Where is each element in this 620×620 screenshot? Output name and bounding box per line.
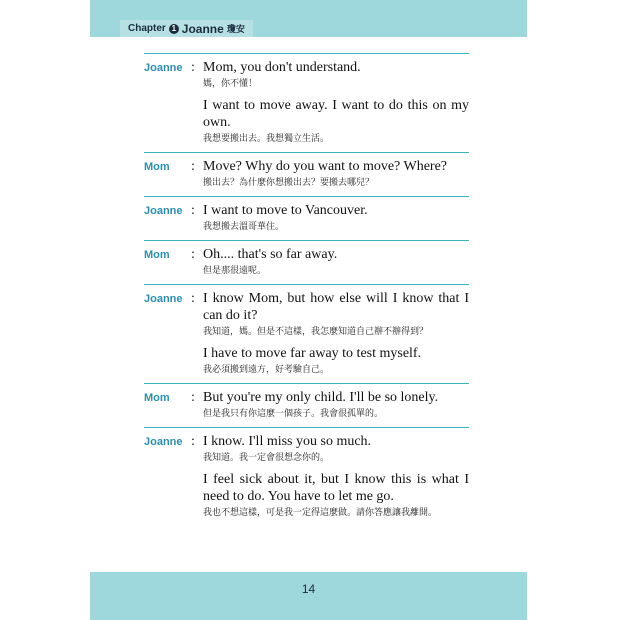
speaker-colon: :: [191, 159, 195, 174]
speaker-name: Joanne: [144, 205, 183, 217]
dialogue-row: [144, 158, 469, 190]
chapter-title: Joanne: [181, 21, 224, 36]
speaker-colon: :: [191, 60, 195, 75]
chinese-translation: 我想要搬出去。我想獨立生活。: [203, 134, 330, 144]
english-line: I know. I'll miss you so much.: [203, 434, 372, 449]
speech-lines: [203, 158, 469, 190]
chinese-translation: 我知道。我一定會很想念你的。: [203, 453, 330, 463]
english-line: But you're my only child. I'll be so lonely.: [203, 390, 439, 405]
speech-lines: [203, 246, 469, 278]
speaker-colon: :: [191, 247, 195, 262]
dialogue: [144, 53, 469, 520]
dialogue-turn: [144, 427, 469, 520]
speaker-name: Joanne: [144, 293, 183, 305]
speech-lines: [203, 433, 469, 520]
dialogue-turn: [144, 284, 469, 377]
english-line: I feel sick about it, but I know this is what I need to do. You have to let me go.: [203, 472, 469, 504]
english-line: I want to move to Vancouver.: [203, 203, 368, 218]
dialogue-turn: [144, 240, 469, 278]
english-line: I have to move far away to test myself.: [203, 346, 422, 361]
page-footer-band: [90, 572, 527, 620]
speaker-colon: :: [191, 291, 195, 306]
dialogue-row: [144, 290, 469, 377]
dialogue-row: [144, 433, 469, 520]
chinese-translation: 搬出去？為什麼你想搬出去？要搬去哪兒？: [203, 178, 375, 188]
chinese-translation: 我必須搬到遠方，好考驗自己。: [203, 365, 330, 375]
speaker-colon: :: [191, 390, 195, 405]
english-line: Mom, you don't understand.: [203, 60, 361, 75]
english-line: I know Mom, but how else will I know that I can do it?: [203, 291, 469, 323]
page-number: 14: [301, 582, 316, 596]
speaker-name: Mom: [144, 249, 170, 261]
dialogue-row: [144, 59, 469, 146]
dialogue-row: [144, 246, 469, 278]
dialogue-row: [144, 202, 469, 234]
speech-lines: [203, 202, 469, 234]
chinese-translation: 但是我只有你這麼一個孩子。我會很孤單的。: [203, 409, 384, 419]
chapter-number-icon: 1: [169, 24, 179, 34]
speaker-colon: :: [191, 203, 195, 218]
dialogue-row: [144, 389, 469, 421]
dialogue-turn: [144, 53, 469, 146]
speaker-name: Mom: [144, 161, 170, 173]
chinese-translation: 我想搬去溫哥華住。: [203, 222, 285, 232]
speech-lines: [203, 290, 469, 377]
english-line: Oh.... that's so far away.: [203, 247, 338, 262]
chinese-translation: 我也不想這樣，可是我一定得這麼做。請你答應讓我離開。: [203, 508, 438, 518]
chapter-badge: [120, 20, 253, 37]
chinese-translation: 但是那很遠呢。: [203, 266, 267, 276]
english-line: Move? Why do you want to move? Where?: [203, 159, 448, 174]
chinese-translation: 媽，你不懂！: [203, 79, 258, 89]
english-line: I want to move away. I want to do this on my own.: [203, 98, 469, 130]
chapter-word: Chapter: [128, 23, 166, 34]
chinese-translation: 我知道，媽。但是不這樣，我怎麼知道自己辦不辦得到？: [203, 327, 429, 337]
dialogue-turn: [144, 383, 469, 421]
dialogue-turn: [144, 196, 469, 234]
speaker-name: Joanne: [144, 436, 183, 448]
speaker-name: Mom: [144, 392, 170, 404]
speaker-name: Joanne: [144, 62, 183, 74]
speaker-colon: :: [191, 434, 195, 449]
speech-lines: [203, 389, 469, 421]
speech-lines: [203, 59, 469, 146]
chapter-title-zh: 瓊安: [226, 24, 245, 34]
dialogue-turn: [144, 152, 469, 190]
